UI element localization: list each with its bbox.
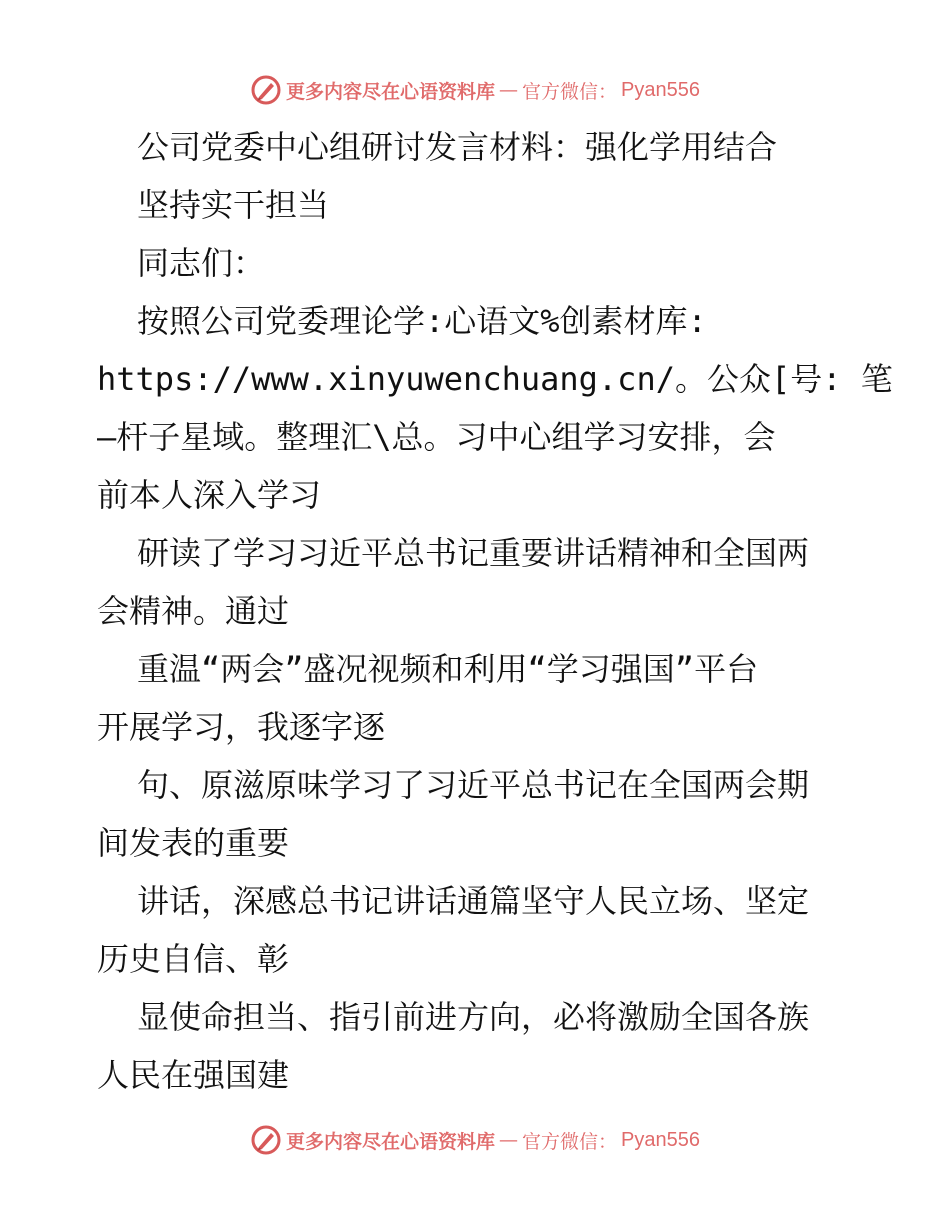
pen-nib-logo-icon [250, 1124, 282, 1156]
paragraph-line: 讲话，深感总书记讲话通篇坚守人民立场、坚定 [137, 882, 810, 920]
paragraph-line: 研读了学习习近平总书记重要讲话精神和全国两 [137, 534, 810, 572]
watermark-sub-text: 官方微信： [522, 80, 618, 103]
title-line-1: 公司党委中心组研讨发言材料：强化学用结合 [137, 128, 778, 166]
paragraph-line: 句、原滋原味学习了习近平总书记在全国两会期 [137, 766, 810, 804]
paragraph-line: 开展学习，我逐字逐 [97, 708, 386, 746]
document-body [97, 118, 893, 1104]
footer-watermark [0, 1120, 950, 1160]
watermark-main-text: 更多内容尽在心语资料库 [286, 1130, 496, 1153]
watermark-dash: — [499, 1129, 519, 1151]
watermark-sub-text: 官方微信： [522, 1130, 618, 1153]
watermark-dash: — [499, 79, 519, 101]
paragraph-line: https://www.xinyuwenchuang.cn/。公众[号: 笔 [97, 360, 893, 398]
header-watermark [0, 70, 950, 110]
pen-nib-logo-icon [250, 74, 282, 106]
paragraph-line: 历史自信、彰 [97, 940, 290, 978]
paragraph-line: 人民在强国建 [97, 1056, 290, 1094]
title-line-2: 坚持实干担当 [137, 186, 330, 224]
watermark-wechat-id: Pyan556 [621, 1128, 700, 1151]
paragraph-line: 按照公司党委理论学:心语文%创素材库: [137, 302, 707, 340]
paragraph-line: —杆子星域。整理汇\总。习中心组学习安排，会 [97, 418, 776, 456]
paragraph-line: 前本人深入学习 [97, 476, 322, 514]
salutation: 同志们： [137, 244, 266, 282]
paragraph-line: 显使命担当、指引前进方向，必将激励全国各族 [137, 998, 810, 1036]
paragraph-line: 会精神。通过 [97, 592, 290, 630]
watermark-main-text: 更多内容尽在心语资料库 [286, 80, 496, 103]
paragraph-line: 间发表的重要 [97, 824, 290, 862]
paragraph-line: 重温“两会”盛况视频和利用“学习强国”平台 [137, 650, 759, 688]
watermark-wechat-id: Pyan556 [621, 78, 700, 101]
